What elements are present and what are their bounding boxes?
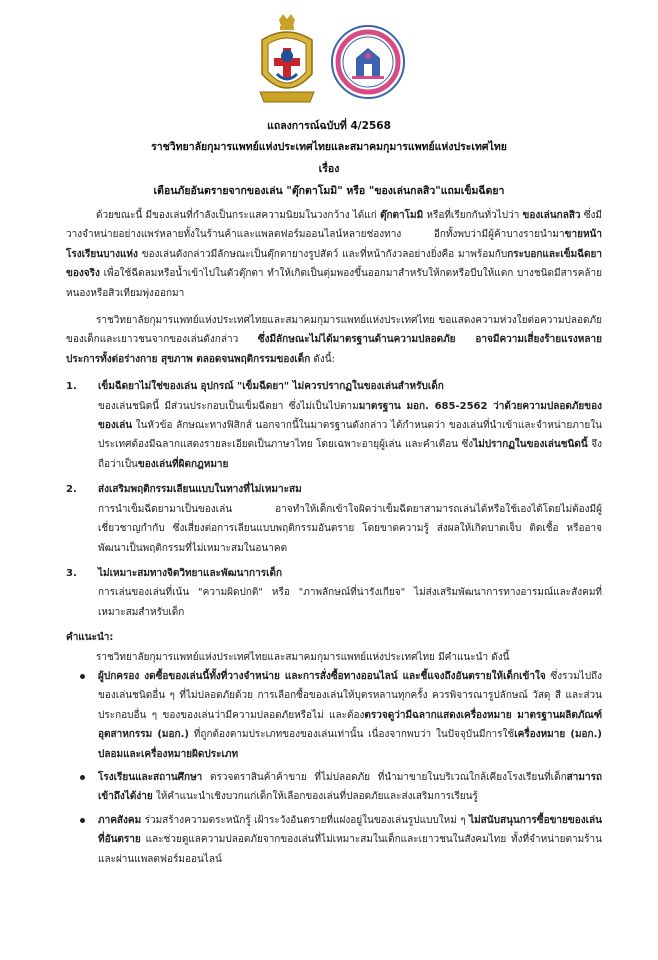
risk-item-heading: [66, 377, 602, 396]
advice-intro: ราชวิทยาลัยกุมารแพทย์แห่งประเทศไทยและสมาคมกุมารแพทย์แห่งประเทศไทย มีคำแนะนำ ดังนี้: [96, 651, 510, 663]
concern-text: ดังนี้:: [310, 353, 336, 365]
advice-item-text: ร่วมสร้างความตระหนักรู้ เฝ้าระวังอันตรายที่แฝงอยู่ในของเล่นรูปแบบใหม่ ๆ: [141, 814, 470, 826]
concern-paragraph: [66, 311, 602, 369]
advice-item-bold-text: โรงเรียนและสถานศึกษา: [98, 771, 203, 783]
intro-text: ด้วยขณะนี้ มีของเล่นที่กำลังเป็นกระแสความนิยมในวงกว้าง ได้แก่: [96, 210, 380, 221]
intro-paragraph: [66, 206, 602, 303]
risk-item-text: การเล่นของเล่นที่เน้น "ความผิดปกติ" หรือ "ภาพลักษณ์ที่น่ารังเกียจ" ไม่ส่งเสริมพัฒนาการทางอารมณ์และสังคมที่เหมาะสมสำหรับเด็ก: [98, 587, 602, 618]
risk-item-title: เข็มฉีดยาไม่ใช่ของเล่น อุปกรณ์ "เข็มฉีดยา" ไม่ควรปรากฏในของเล่นสำหรับเด็ก: [98, 381, 444, 393]
title-block: [0, 118, 658, 199]
advice-item-text: ที่ถูกต้องตามประเภทของของเล่นเท่านั้น เนื่องจากพบว่า ในปัจจุบันมีการใช้: [188, 729, 515, 741]
risk-item-number: 3.: [66, 567, 77, 579]
risk-list: [66, 377, 602, 622]
advice-item-text: ตรวจตราสินค้าค้าขาย ที่ไม่ปลอดภัย ที่นำมาขายในบริเวณใกล้เคียงโรงเรียนที่เด็ก: [202, 771, 567, 783]
risk-item-text: จึงถือว่าเป็น: [98, 439, 603, 470]
issuing-organizations: ราชวิทยาลัยกุมารแพทย์แห่งประเทศไทยและสมาคมกุมารแพทย์แห่งประเทศไทย: [151, 141, 507, 153]
royal-college-emblem-icon: [252, 14, 322, 108]
intro-text: ของเล่นดังกล่าวมีลักษณะเป็นตุ๊กตายางรูปสัตว์ และที่หน้ากังวลอย่างยิ่งคือ มาพร้อมกับ: [137, 248, 508, 260]
risk-item-number: 1.: [66, 381, 77, 393]
advice-item-bold-text: ตรวจดูว่ามีฉลากแสดงเครื่องหมาย มาตรฐานผลิตภัณฑ์อุตสาหกรรม (มอก.): [98, 709, 602, 741]
advice-item-text: และช่วยดูแลความปลอดภัยจากของเล่นที่ไม่เหมาะสมในเด็กและเยาวชนในสังคมไทย ทั้งที่จำหน่ายตามร้าน และผ่านแพลตฟอร์มออนไลน์: [98, 834, 602, 865]
concern-text: ราชวิทยาลัยกุมารแพทย์แห่งประเทศไทยและสมาคมกุมารแพทย์แห่งประเทศไทย ขอแสดงความห่วงใยต่อความปลอดภัยของเด็กและเยาวชนจากของเล่นดังกล่าว: [66, 315, 602, 346]
risk-item-text: ในหัวข้อ ลักษณะทางฟิสิกส์ นอกจากนี้ในมาตรฐานดังกล่าว ได้กำหนดว่า ของเล่นที่นำเข้าและจำหน่ายภายในประเทศต้องมีฉลากแสดงรายละเอียดเป็นภาษาไทย โดยเฉพาะอายุผู้เล่น และคำเตือน ซึ่ง: [98, 420, 602, 451]
intro-bold-text: ตุ๊กตาโมมิ: [379, 210, 424, 221]
risk-item-title: ส่งเสริมพฤติกรรมเลียนแบบในทางที่ไม่เหมาะสม: [98, 484, 302, 496]
intro-text: ซึ่งมีวางจำหน่ายอย่างแพร่หลายทั้งในร้านค้าและแพลตฟอร์มออนไลน์หลายช่องทาง อีกทั้งพบว่ามีผู้ค้าบางรายนำมา: [66, 210, 602, 241]
bullet-icon: [80, 818, 85, 823]
risk-item-bold-text: ไม่ปรากฏในของเล่นชนิดนี้: [473, 439, 588, 451]
advice-item-text: ให้คำแนะนำเชิงบวกแก่เด็กให้เลือกของเล่นที่ปลอดภัยและส่งเสริมการเรียนรู้: [152, 791, 478, 803]
advice-label: คำแนะนำ:: [66, 632, 114, 644]
risk-item-heading: [66, 480, 602, 499]
bullet-icon: [80, 674, 85, 679]
advice-item: [78, 811, 602, 869]
intro-bold-text: ของเล่นกลสิว: [522, 210, 581, 221]
bullet-icon: [80, 775, 85, 780]
concern-bold-text: ซึ่งมีลักษณะไม่ได้มาตรฐานด้านความปลอดภัย อาจมีความเสี่ยงร้ายแรงหลายประการทั้งต่อร่างกาย สุขภาพ ตลอดจนพฤติกรรมของเด็ก: [66, 334, 603, 365]
risk-item-title: ไม่เหมาะสมทางจิตวิทยาและพัฒนาการเด็ก: [98, 567, 283, 579]
pediatric-society-seal-icon: [330, 24, 406, 100]
risk-item-bold-text: ของเล่นที่ผิดกฎหมาย: [137, 458, 229, 470]
logo-row: [0, 14, 658, 110]
risk-item-number: 2.: [66, 484, 77, 496]
advice-item-bold-text: เครื่องหมาย (มอก.) ปลอมและเครื่องหมายผิดประเภท: [98, 729, 602, 760]
subject-label: เรื่อง: [318, 163, 340, 175]
intro-bold-text: กระบอกและเข็มฉีดยาของจริง: [66, 248, 602, 280]
advice-item-text: ซึ่งรวมไปถึงของเล่นชนิดอื่น ๆ ที่ไม่ปลอดภัยด้วย การเลือกซื้อของเล่นให้บุตรหลานทุกครั้ง ควรพิจารณารูปลักษณ์ วัสดุ สี และส่วนประกอบอื่น ๆ ของของเล่นว่ามีความปลอดภัยหรือไม่ และต้อง: [98, 670, 602, 721]
intro-text: หรือที่เรียกกันทั่วไปว่า: [423, 210, 523, 221]
risk-item-text: การนำเข็มฉีดยามาเป็นของเล่น อาจทำให้เด็กเข้าใจผิดว่าเข็มฉีดยาสามารถเล่นได้หรือใช้เองได้โดยไม่ต้องมีผู้เชี่ยวชาญกำกับ ซึ่งเสี่ยงต่อการเลียนแบบพฤติกรรมอันตราย โดยขาดความรู้ ส่งผลให้เกิดบาดเจ็บ ติดเชื้อ หรืออาจพัฒนาเป็นพฤติกรรมที่ไม่เหมาะสมในอนาคต: [98, 503, 602, 554]
advice-item-bold-text: ไม่สนับสนุนการซื้อขายของเล่นที่อันตราย: [98, 814, 602, 846]
risk-item-heading: [66, 564, 602, 583]
statement-number: แถลงการณ์ฉบับที่ 4/2568: [267, 120, 391, 132]
risk-item-bold-text: มาตรฐาน มอก. 685-2562 ว่าด้วยความปลอดภัยของของเล่น: [98, 400, 603, 432]
advice-item: [78, 768, 602, 807]
advice-item-bold-text: ผู้ปกครอง งดซื้อของเล่นนี้ทั้งที่วางจำหน่าย และการสั่งซื้อทางออนไลน์ และชี้แจงถึงอันตรายให้เด็กเข้าใจ: [98, 670, 546, 682]
risk-item-body: [66, 500, 602, 558]
document-body: [66, 206, 602, 873]
risk-item-body: [66, 583, 602, 622]
intro-text: เพื่อใช้ฉีดลมหรือน้ำเข้าไปในตัวตุ๊กตา ทำให้เกิดเป็นตุ่มพองขึ้นออกมาสำหรับให้กดหรือบีบให้แตก บางชนิดมีสารคล้ายหนองหรือสิวเทียมพุ่งออกมา: [66, 268, 602, 299]
subject-title: เตือนภัยอันตรายจากของเล่น "ตุ๊กตาโมมิ" หรือ "ของเล่นกลสิว"แถมเข็มฉีดยา: [153, 185, 505, 197]
advice-item-bold-text: สามารถเข้าถึงได้ง่าย: [98, 771, 602, 803]
risk-item: [66, 564, 602, 622]
advice-item-bold-text: ภาคสังคม: [98, 814, 142, 826]
risk-item: [66, 480, 602, 558]
advice-list: [66, 667, 602, 869]
risk-item: [66, 377, 602, 474]
risk-item-body: [66, 397, 602, 475]
intro-bold-text: ขายหน้าโรงเรียนบางแห่ง: [66, 229, 602, 260]
advice-item: [78, 667, 602, 764]
risk-item-text: ของเล่นชนิดนี้ มีส่วนประกอบเป็นเข็มฉีดยา ซึ่งไม่เป็นไปตาม: [98, 400, 359, 412]
